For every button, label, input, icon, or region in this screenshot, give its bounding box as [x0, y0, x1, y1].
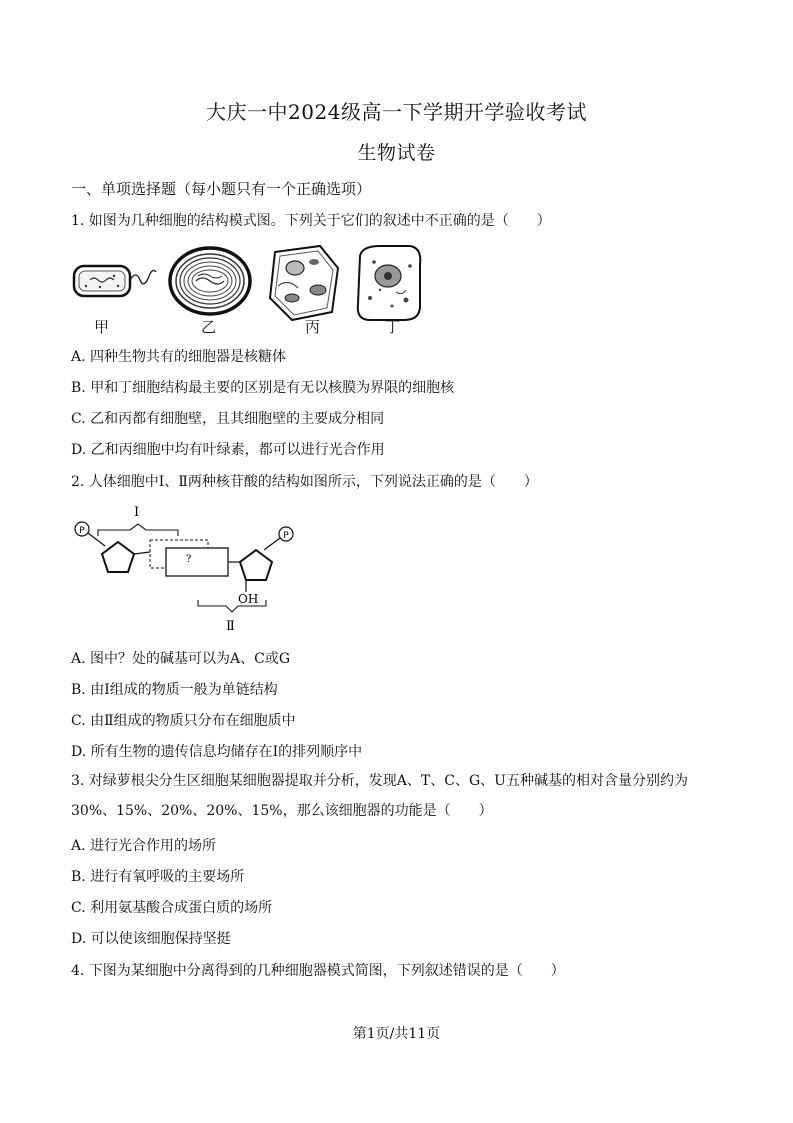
- q2-option-b: B. 由Ⅰ组成的物质一般为单链结构: [71, 682, 278, 698]
- label-ii: Ⅱ: [226, 619, 235, 634]
- animal-cell-icon: [358, 246, 421, 320]
- round-cell-icon: [170, 248, 250, 314]
- q2-option-c: C. 由Ⅱ组成的物质只分布在细胞质中: [71, 713, 296, 729]
- exam-title: 大庆一中2024级高一下学期开学验收考试: [206, 100, 587, 124]
- hydroxyl-label: OH: [238, 592, 259, 606]
- phosphate-label-left: P: [79, 526, 85, 536]
- q1-stem: 1. 如图为几种细胞的结构模式图。下列关于它们的叙述中不正确的是（ ）: [71, 213, 551, 229]
- q1-option-a: A. 四种生物共有的细胞器是核糖体: [71, 349, 287, 365]
- base-box: [166, 548, 228, 576]
- label-i: Ⅰ: [134, 505, 140, 520]
- exam-subtitle: 生物试卷: [357, 142, 436, 164]
- q1-option-b: B. 甲和丁细胞结构最主要的区别是有无以核膜为界限的细胞核: [71, 380, 455, 396]
- section-heading: 一、单项选择题（每小题只有一个正确选项）: [71, 180, 372, 198]
- pentose-sugar-left: [102, 542, 134, 572]
- q2-option-d: D. 所有生物的遗传信息均储存在Ⅰ的排列顺序中: [71, 744, 363, 760]
- figure-label-ding: 丁: [385, 318, 401, 336]
- pentose-sugar-right: [240, 550, 272, 580]
- phosphate-icon-right: [279, 527, 293, 541]
- q3-option-d: D. 可以使该细胞保持坚挺: [71, 931, 231, 947]
- q3-option-c: C. 利用氨基酸合成蛋白质的场所: [71, 900, 273, 916]
- q4-stem: 4. 下图为某细胞中分离得到的几种细胞器模式简图，下列叙述错误的是（ ）: [71, 963, 565, 979]
- page-footer: 第1页/共11页: [352, 1026, 441, 1042]
- q1-option-d: D. 乙和丙细胞中均有叶绿素，都可以进行光合作用: [71, 442, 385, 458]
- figure-label-bing: 丙: [305, 318, 321, 336]
- phosphate-icon: [75, 522, 89, 536]
- q1-option-c: C. 乙和丙都有细胞壁，且其细胞壁的主要成分相同: [71, 411, 385, 427]
- q2-nucleotide-figure: [70, 500, 310, 635]
- q3-option-b: B. 进行有氧呼吸的主要场所: [71, 869, 245, 885]
- q3-stem: 3. 对绿萝根尖分生区细胞某细胞器提取并分析，发现A、T、C、G、U五种碱基的相对含量分别约为30%、15%、20%、20%、15%，那么该细胞器的功能是（ ）: [71, 773, 688, 819]
- q3-option-a: A. 进行光合作用的场所: [71, 838, 217, 854]
- bacterium-cell-icon: [74, 266, 156, 296]
- phosphate-label-right: P: [283, 531, 289, 541]
- plant-cell-icon: [270, 246, 338, 320]
- figure-label-jia: 甲: [94, 318, 110, 336]
- figure-label-yi: 乙: [201, 318, 217, 336]
- q2-option-a: A. 图中？处的碱基可以为A、C或G: [71, 651, 291, 667]
- base-question-mark: ?: [186, 554, 192, 565]
- q2-stem: 2. 人体细胞中Ⅰ、Ⅱ两种核苷酸的结构如图所示，下列说法正确的是（ ）: [71, 474, 538, 490]
